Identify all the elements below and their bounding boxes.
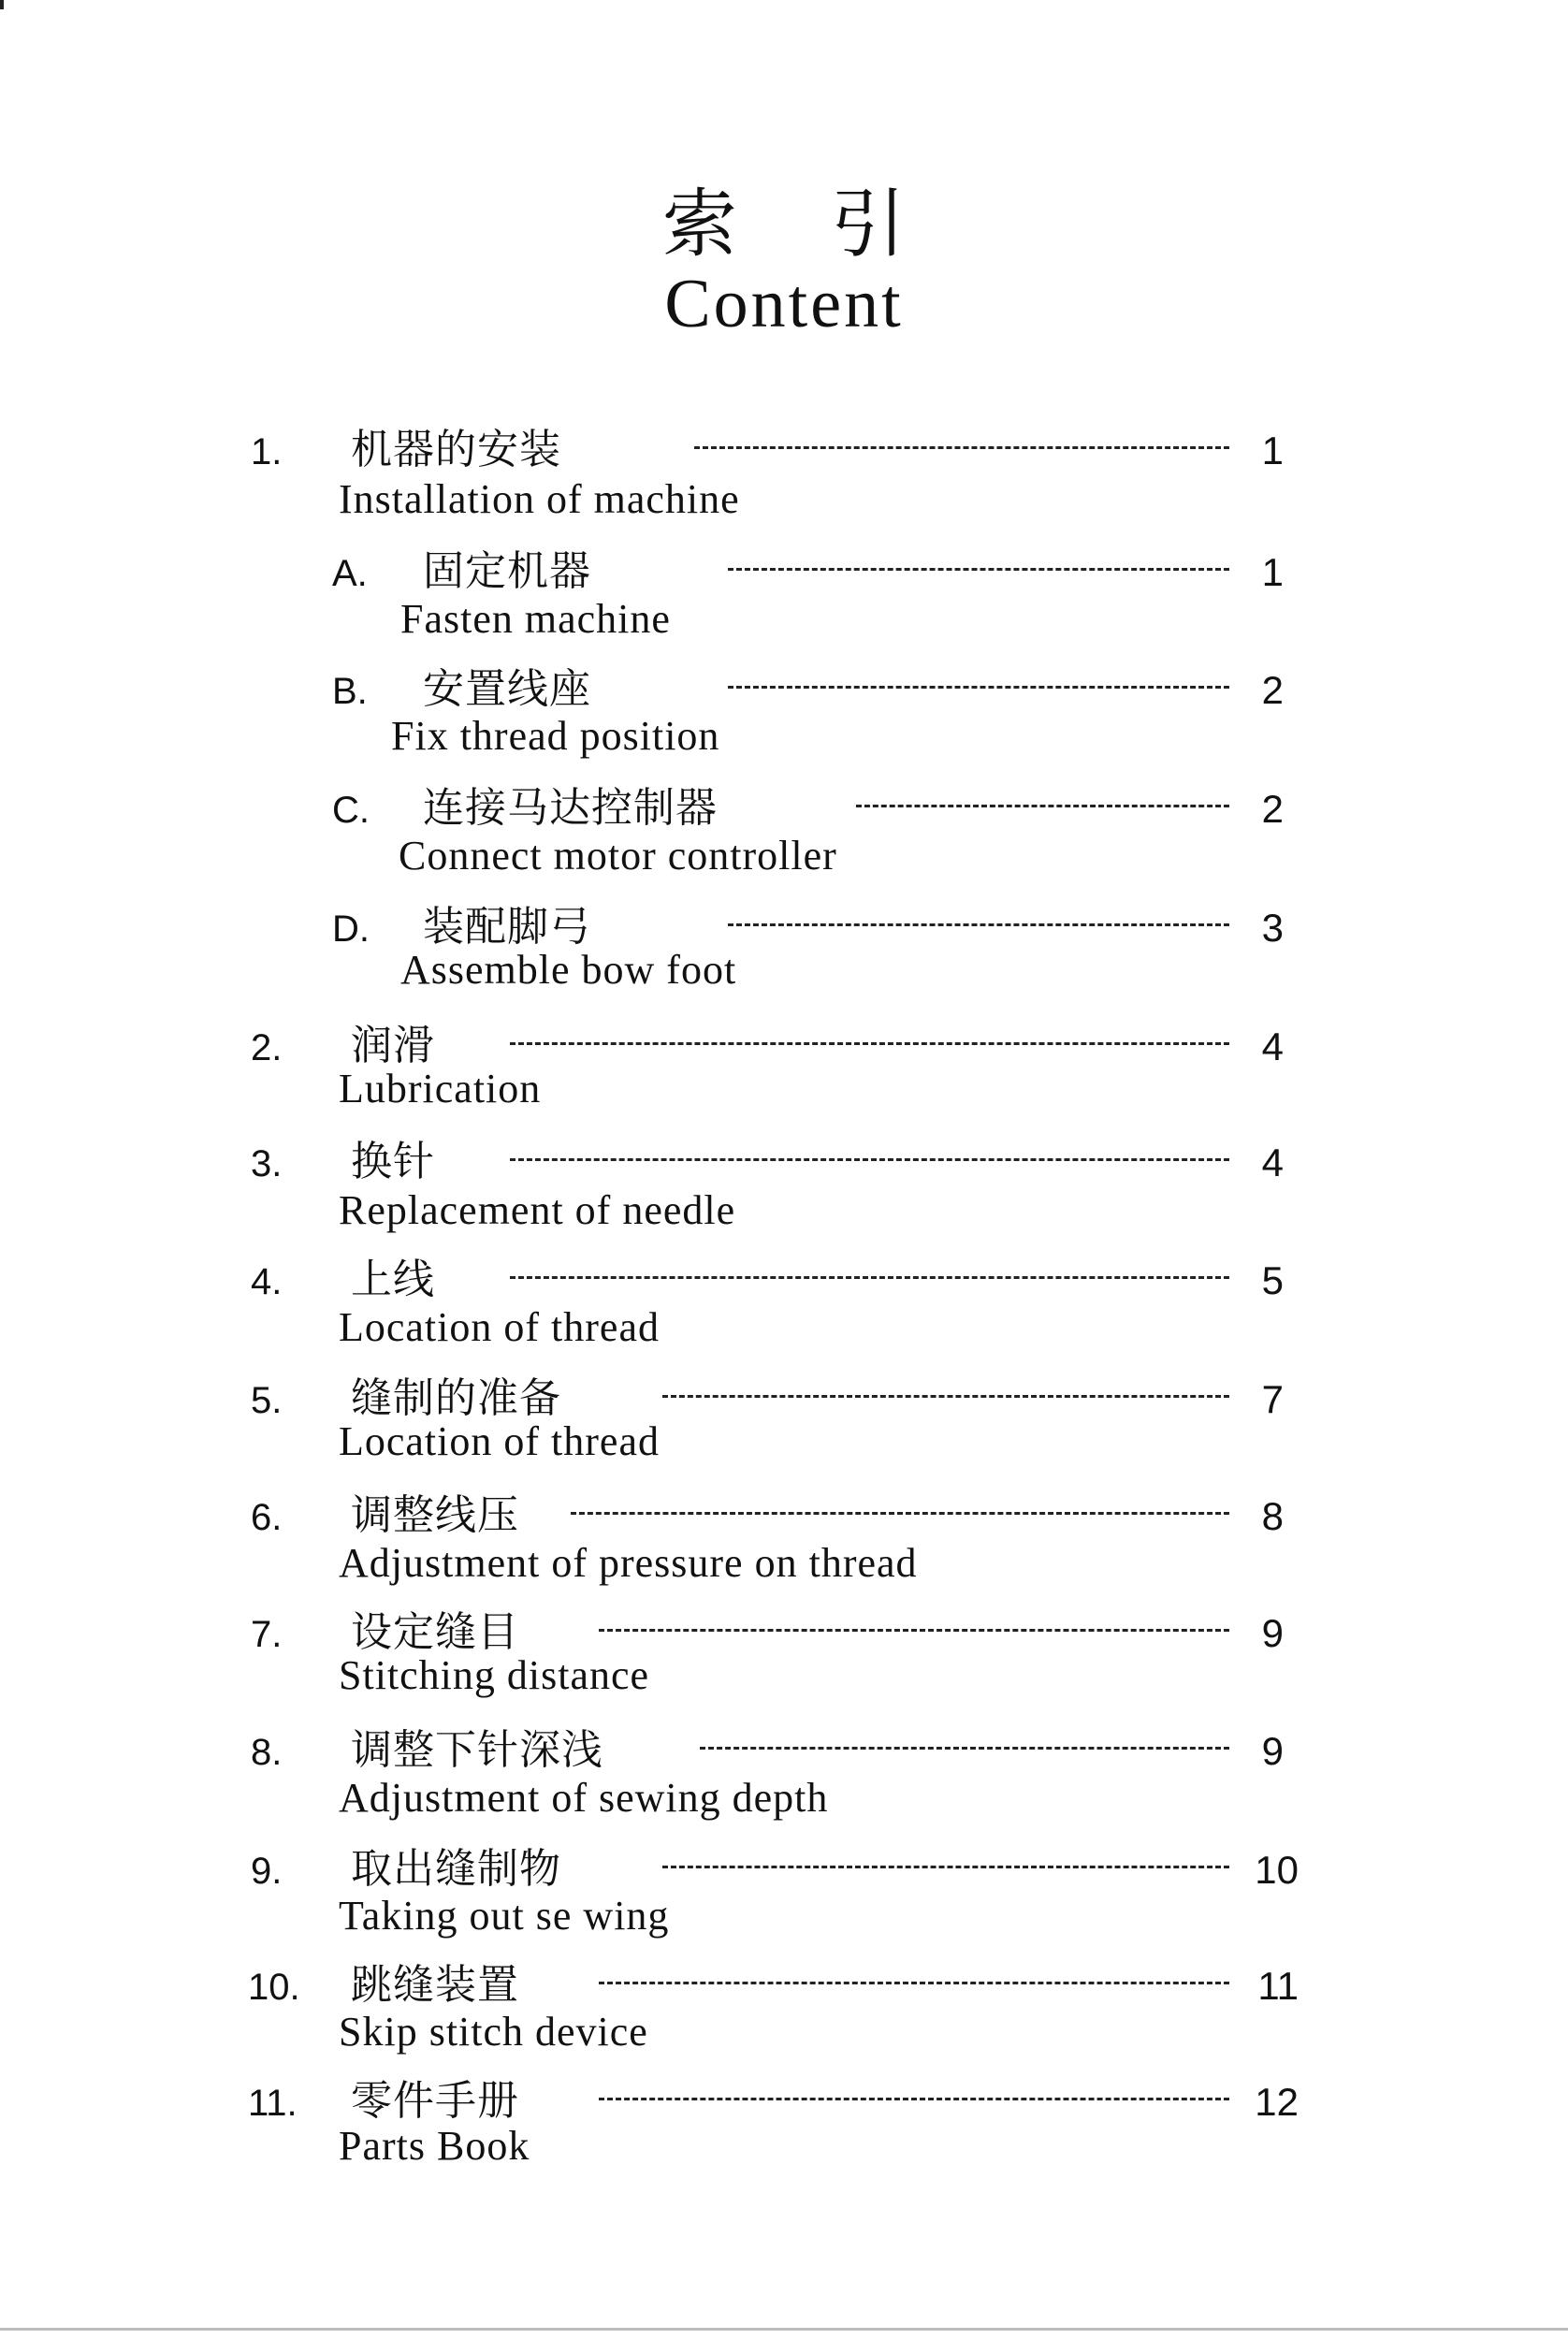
page-bottom-edge <box>0 2328 1568 2331</box>
entry-title-chinese: 换针 <box>351 1138 435 1185</box>
entry-title-chinese: 零件手册 <box>351 2077 519 2125</box>
toc-entry <box>0 426 1568 538</box>
toc-entry <box>0 1022 1568 1134</box>
page-number: 4 <box>1261 1140 1284 1184</box>
entry-title-english: Taking out se wing <box>339 1893 670 1939</box>
page-number: 1 <box>1261 550 1284 594</box>
dot-leader <box>599 1982 1229 1984</box>
entry-title-chinese: 装配脚弓 <box>423 903 591 951</box>
dot-leader <box>662 1866 1229 1868</box>
page-number: 12 <box>1255 2080 1299 2124</box>
entry-title-english: Replacement of needle <box>339 1187 736 1233</box>
entry-number: B. <box>332 671 368 712</box>
dot-leader <box>510 1276 1229 1279</box>
entry-number: 11. <box>248 2083 298 2124</box>
page-number: 4 <box>1261 1024 1284 1068</box>
title-chinese: 索引 <box>662 181 999 268</box>
dot-leader <box>510 1042 1229 1045</box>
toc-entry <box>0 1256 1568 1368</box>
entry-title-english: Adjustment of pressure on thread <box>339 1540 918 1586</box>
dot-leader <box>856 805 1229 807</box>
entry-number: C. <box>332 790 370 831</box>
toc-entry <box>0 903 1568 1015</box>
page-number: 3 <box>1261 906 1284 950</box>
entry-number: 3. <box>251 1143 283 1184</box>
entry-number: A. <box>332 553 368 594</box>
entry-title-chinese: 调整下针深浅 <box>351 1726 603 1774</box>
entry-title-english: Location of thread <box>339 1418 660 1464</box>
toc-entry <box>0 547 1568 660</box>
page-number: 9 <box>1261 1611 1284 1655</box>
page-number: 2 <box>1261 787 1284 831</box>
toc-entry <box>0 1726 1568 1838</box>
title-english: Content <box>664 266 904 342</box>
entry-title-english: Parts Book <box>339 2123 530 2169</box>
entry-number: 9. <box>251 1851 283 1892</box>
toc-entry <box>0 1961 1568 2073</box>
entry-number: 1. <box>251 431 283 472</box>
entry-title-english: Fasten machine <box>400 596 671 642</box>
entry-title-english: Adjustment of sewing depth <box>339 1775 829 1821</box>
dot-leader <box>728 568 1229 571</box>
entry-title-english: Installation of machine <box>339 476 740 522</box>
entry-title-english: Fix thread position <box>391 713 720 759</box>
toc-entry <box>0 1138 1568 1250</box>
entry-title-english: Lubrication <box>339 1066 542 1111</box>
toc-entry <box>0 665 1568 777</box>
dot-leader <box>662 1395 1229 1398</box>
toc-entry <box>0 1608 1568 1721</box>
entry-title-chinese: 跳缝装置 <box>351 1961 519 2009</box>
page-number: 10 <box>1255 1848 1299 1892</box>
dot-leader <box>728 686 1229 689</box>
page-number: 1 <box>1261 429 1284 472</box>
entry-number: 2. <box>251 1027 283 1068</box>
entry-title-chinese: 缝制的准备 <box>351 1374 561 1422</box>
entry-title-english: Location of thread <box>339 1304 660 1350</box>
dot-leader <box>694 446 1229 449</box>
page-number: 7 <box>1261 1377 1284 1421</box>
scan-mark <box>0 0 4 9</box>
page-number: 2 <box>1261 668 1284 712</box>
entry-title-chinese: 取出缝制物 <box>351 1845 561 1893</box>
toc-entry <box>0 784 1568 896</box>
dot-leader <box>728 923 1229 926</box>
entry-title-chinese: 润滑 <box>351 1022 435 1069</box>
dot-leader <box>599 1629 1229 1632</box>
page-number: 5 <box>1261 1258 1284 1302</box>
entry-title-chinese: 固定机器 <box>423 547 591 595</box>
toc-entry <box>0 1845 1568 1957</box>
entry-title-english: Stitching distance <box>339 1652 650 1698</box>
entry-number: 5. <box>251 1380 283 1421</box>
entry-title-english: Connect motor controller <box>399 833 837 879</box>
entry-number: 7. <box>251 1614 283 1655</box>
entry-number: 6. <box>251 1497 283 1538</box>
dot-leader <box>510 1158 1229 1161</box>
entry-title-chinese: 上线 <box>351 1256 435 1303</box>
entry-title-chinese: 机器的安装 <box>351 426 561 473</box>
page-number: 9 <box>1261 1729 1284 1773</box>
entry-title-chinese: 连接马达控制器 <box>423 784 718 832</box>
page-number: 8 <box>1261 1494 1284 1538</box>
entry-number: 4. <box>251 1261 283 1302</box>
dot-leader <box>571 1512 1229 1515</box>
toc-entry <box>0 2077 1568 2189</box>
page-number: 11 <box>1257 1964 1299 2008</box>
entry-title-english: Assemble bow foot <box>400 947 737 993</box>
entry-title-chinese: 设定缝目 <box>351 1608 519 1656</box>
toc-entry <box>0 1491 1568 1604</box>
dot-leader <box>700 1747 1229 1750</box>
entry-title-chinese: 安置线座 <box>423 665 591 713</box>
entry-number: D. <box>332 908 370 950</box>
entry-number: 8. <box>251 1732 283 1773</box>
entry-title-english: Skip stitch device <box>339 2009 648 2055</box>
toc-entry <box>0 1374 1568 1487</box>
entry-title-chinese: 调整线压 <box>351 1491 519 1539</box>
dot-leader <box>599 2098 1229 2100</box>
entry-number: 10. <box>248 1967 300 2008</box>
